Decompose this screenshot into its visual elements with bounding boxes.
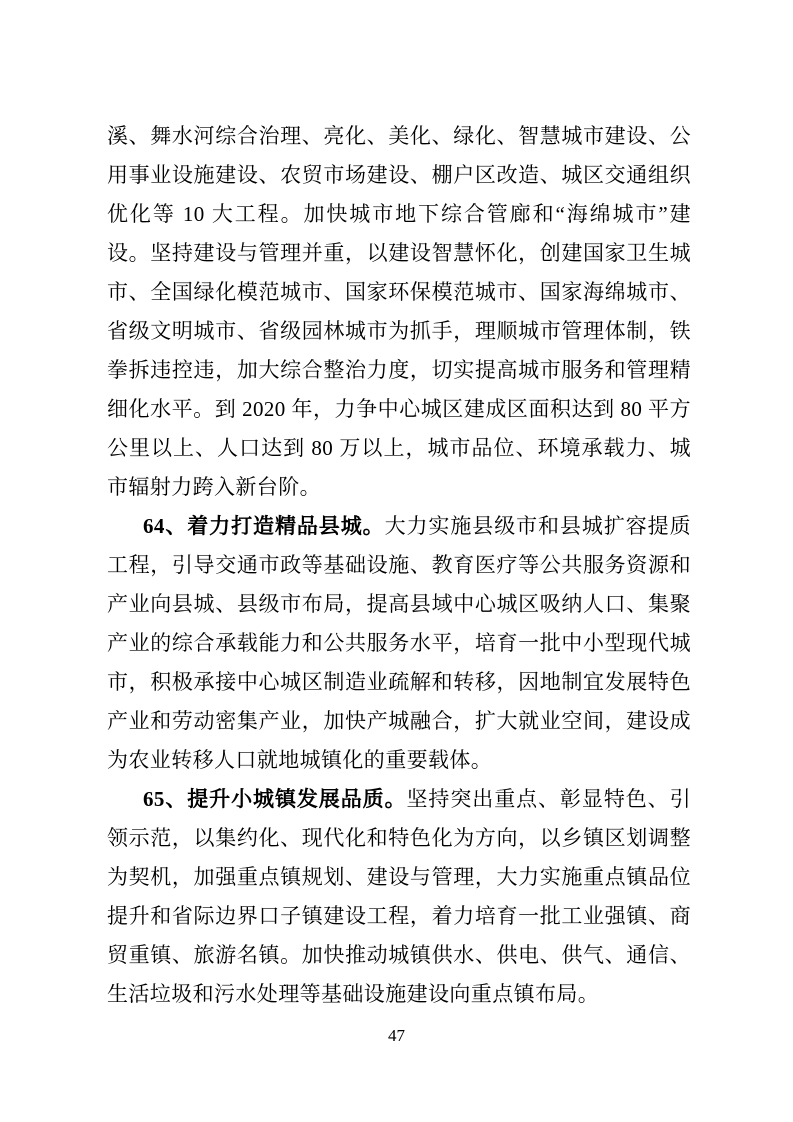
- document-body: [107, 117, 691, 1014]
- body-text: 坚持突出重点、彰显特色、引领示范，以集约化、现代化和特色化为方向，以乡镇区划调整为契机，加强重点镇规划、建设与管理，大力实施重点镇品位提升和省际边界口子镇建设工程，着力培育一批工业强镇、商贸重镇、旅游名镇。加快推动城镇供水、供电、供气、通信、生活垃圾和污水处理等基础设施建设向重点镇布局。: [107, 787, 691, 1006]
- section-heading: 64、着力打造精品县城。: [143, 514, 385, 538]
- body-text: 大力实施县级市和县城扩容提质工程，引导交通市政等基础设施、教育医疗等公共服务资源和产业向县城、县级市布局，提高县域中心城区吸纳人口、集聚产业的综合承载能力和公共服务水平，培育一批中小型现代城市，积极承接中心城区制造业疏解和转移，因地制宜发展特色产业和劳动密集产业，加快产城融合，扩大就业空间，建设成为农业转移人口就地城镇化的重要载体。: [107, 514, 691, 772]
- page-footer: [0, 1025, 793, 1047]
- paragraph: [107, 507, 691, 780]
- section-heading: 65、提升小城镇发展品质。: [143, 787, 407, 811]
- paragraph: [107, 117, 691, 507]
- body-text: 溪、舞水河综合治理、亮化、美化、绿化、智慧城市建设、公用事业设施建设、农贸市场建设、棚户区改造、城区交通组织优化等 10 大工程。加快城市地下综合管廊和“海绵城市”建设。坚持建设与管理并重，以建设智慧怀化，创建国家卫生城市、全国绿化模范城市、国家环保模范城市、国家海绵城市、省级文明城市、省级园林城市为抓手，理顺城市管理体制，铁拳拆违控违，加大综合整治力度，切实提高城市服务和管理精细化水平。到 2020 年，力争中心城区建成区面积达到 80 平方公里以上、人口达到 80 万以上，城市品位、环境承载力、城市辐射力跨入新台阶。: [107, 124, 691, 499]
- page-number: 47: [388, 1026, 405, 1045]
- paragraph: [107, 780, 691, 1014]
